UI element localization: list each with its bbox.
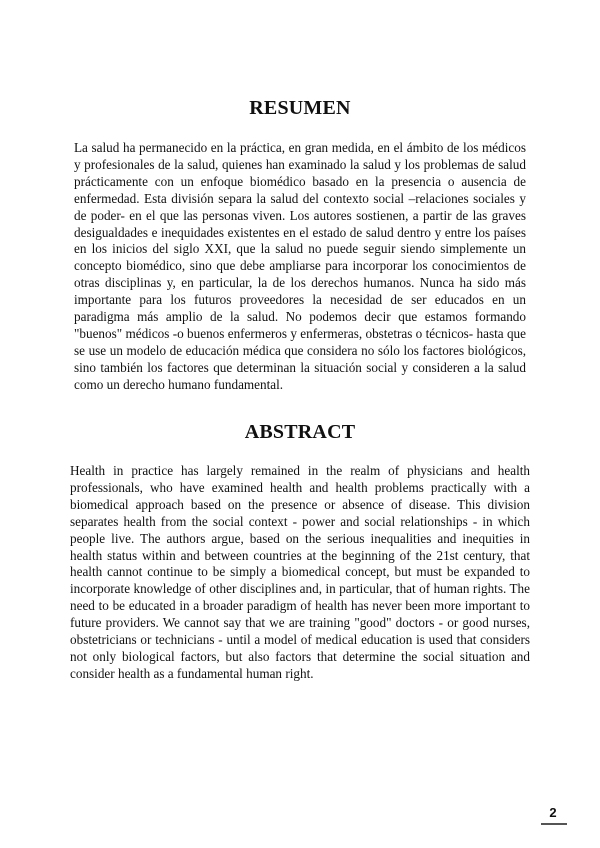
resumen-heading: RESUMEN <box>249 97 351 119</box>
abstract-heading: ABSTRACT <box>244 421 356 443</box>
page-number: 2 <box>549 805 557 820</box>
resumen-paragraph: La salud ha permanecido en la práctica, en gran medida, en el ámbito de los médicos y profesionales de la salud, quienes han examinado la salud y los problemas de salud prácticamente con un enfoque biomédico basado en la presencia o ausencia de enfermedad. Esta división separa la salud del contexto social –relaciones sociales y de poder- en el que las personas viven. Los autores sostienen, a partir de las graves desigualdades e inequidades existentes en el estado de salud dentro y entre los países en los inicios del siglo XXI, que la salud no puede seguir siendo simplemente un concepto biomédico, sino que debe ampliarse para incorporar los conocimientos de otras disciplinas y, en particular, la de los derechos humanos. Nunca ha sido más importante para los futuros proveedores la necesidad de ser educados en un paradigma más amplio de la salud. No podemos decir que estamos formando "buenos" médicos -o buenos enfermeros y enfermeras, obstetras o técnicos- hasta que se use un modelo de educación médica que considera no sólo los factores biológicos, sino también los factores que determinan la situación social y consideren a la salud como un derecho humano fundamental. <box>74 140 526 392</box>
page-number-underline <box>541 823 567 825</box>
abstract-paragraph: Health in practice has largely remained in the realm of physicians and health professionals, who have examined health and health problems practically with a biomedical approach based on the presence or absence of disease. This division separates health from the social context - power and social relationships - in which people live. The authors argue, based on the serious inequalities and inequities in health status within and between countries at the beginning of the 21st century, that health cannot continue to be simply a biomedical concept, but must be expanded to incorporate knowledge of other disciplines and, in particular, that of human rights. The need to be educated in a broader paradigm of health has never been more important to future providers. We cannot say that we are training "good" doctors - or good nurses, obstetricians or technicians - until a model of medical education is used that considers not only biological factors, but also factors that determine the social situation and consider health as a fundamental human right. <box>70 463 530 681</box>
